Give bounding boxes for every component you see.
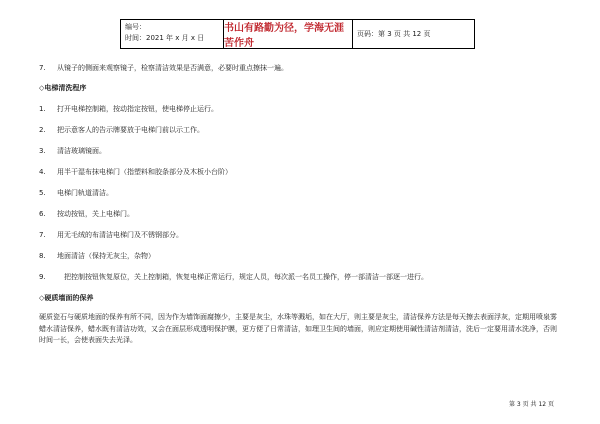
list-item: 5. 电梯门轨道清洁。 — [39, 189, 113, 197]
section-heading-elevator: ◇电梯清洗程序 — [39, 84, 87, 92]
header-time-label: 时间：2021 年 x 月 x 日 — [125, 34, 205, 42]
list-item: 2. 把示意客人的告示牌要放于电梯门前以示工作。 — [39, 126, 204, 134]
list-item: 7. 从镜子的侧面来观察镜子，检察清洁效果是否满意，必要时重点擦抹一遍。 — [39, 64, 288, 72]
list-item: 6. 按动按钮，关上电梯门。 — [39, 210, 134, 218]
list-item: 8. 地面清洁（保持无灰尘，杂物） — [39, 252, 155, 260]
section-heading-wall: ◇硬质墙面的保养 — [39, 294, 94, 302]
list-item: 9. 把控制按钮恢复原位，关上控制箱，恢复电梯正常运行，规定人员，每次派一名员工操作，停一部清洁一部逐一进行。 — [39, 273, 428, 281]
list-item: 1. 打开电梯控制箱，按动指定按钮，使电梯停止运行。 — [39, 105, 218, 113]
header-motto: 书山有路勤为径，学海无涯苦作舟 — [224, 20, 353, 48]
wall-paragraph: 硬质瓷石与硬质地面的保养有所不同，因为作为墙饰面腐擦少，主要是灰尘，水珠等溅垢，如在大厅，则主要是灰尘，清洁保养方法是每天擦去表面浮灰，定期用喷泉雾蜡水清洁保养，蜡水既有清洁功效，又会在面层形成透明保护膜，更方便了日常清洁，如理卫生间的墙面，则应定期使用碱性清洁剂清洁，洗后一定要用清水洗净，否则时间一长，会使表面失去光泽。 — [39, 313, 557, 344]
header-meta — [121, 20, 224, 48]
page-header — [120, 19, 475, 49]
list-item: 4. 用半干湿布抹电梯门（指塑料和胶条部分及木板小台阶） — [39, 168, 232, 176]
list-item: 3. 清洁玻璃镜面。 — [39, 147, 106, 155]
header-page-info: 页码：第 3 页 共 12 页 — [357, 30, 431, 38]
page-footer: 第 3 页 共 12 页 — [509, 401, 554, 408]
header-number-label: 编号： — [125, 23, 146, 31]
list-item: 7. 用无毛绒的布清洁电梯门及不锈钢部分。 — [39, 231, 183, 239]
